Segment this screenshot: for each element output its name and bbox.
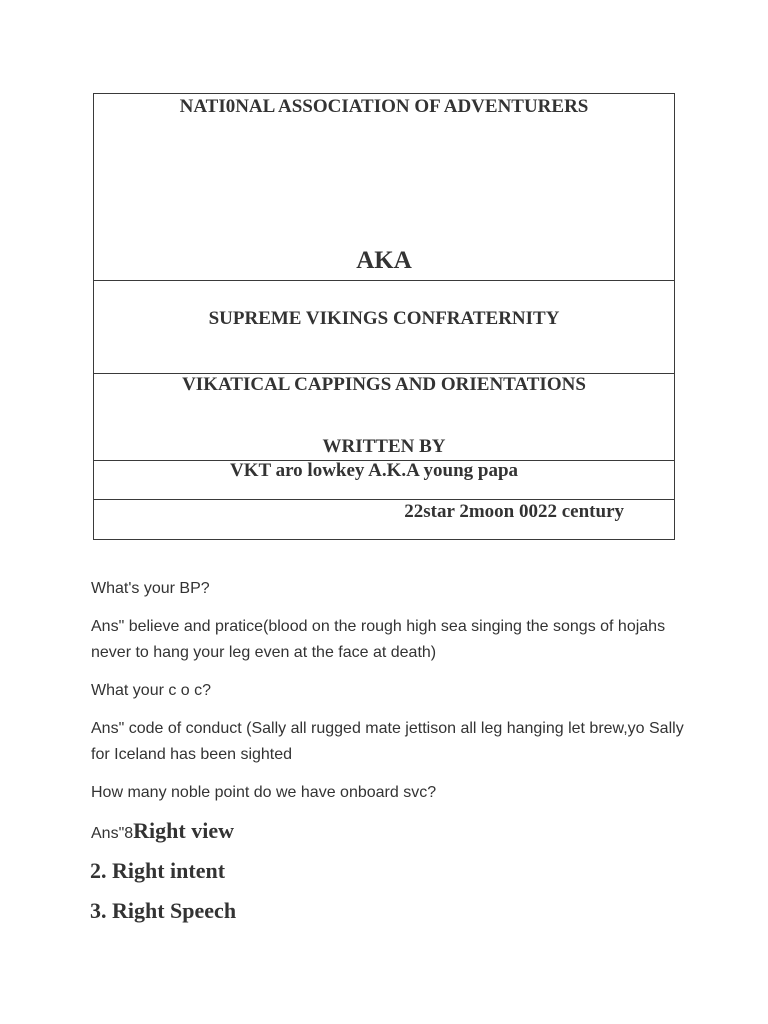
question-1: What's your BP?	[91, 580, 210, 597]
title-table	[93, 93, 675, 540]
written-by-label: WRITTEN BY	[322, 436, 446, 457]
document-date: 22star 2moon 0022 century	[404, 501, 624, 522]
answer-2: Ans" code of conduct (Sally all rugged mate jettison all leg hanging let brew,yo Sally for Iceland has been sighted	[91, 720, 684, 763]
association-name: NATI0NAL ASSOCIATION OF ADVENTURERS	[179, 96, 589, 117]
title-row-subject	[94, 374, 674, 461]
question-2: What your c o c?	[91, 682, 212, 699]
author-name: VKT aro lowkey A.K.A young papa	[230, 460, 519, 481]
point-3: 3. Right Speech	[90, 898, 237, 923]
title-row-author	[94, 461, 674, 500]
title-row-confraternity	[94, 281, 674, 374]
question-3: How many noble point do we have onboard svc?	[91, 784, 437, 801]
answer-1: Ans" believe and pratice(blood on the rough high sea singing the songs of hojahs never to hang your leg even at the face at death)	[91, 618, 666, 661]
title-row-date	[94, 500, 674, 540]
answer-3-main: Right view	[133, 818, 234, 843]
document-subject: VIKATICAL CAPPINGS AND ORIENTATIONS	[182, 374, 586, 395]
answer-3	[91, 818, 691, 847]
answer-3-prefix: Ans"8	[91, 825, 134, 842]
aka-label: AKA	[356, 247, 412, 274]
title-row-association	[94, 94, 674, 281]
confraternity-name: SUPREME VIKINGS CONFRATERNITY	[208, 308, 560, 329]
point-2: 2. Right intent	[90, 858, 226, 883]
